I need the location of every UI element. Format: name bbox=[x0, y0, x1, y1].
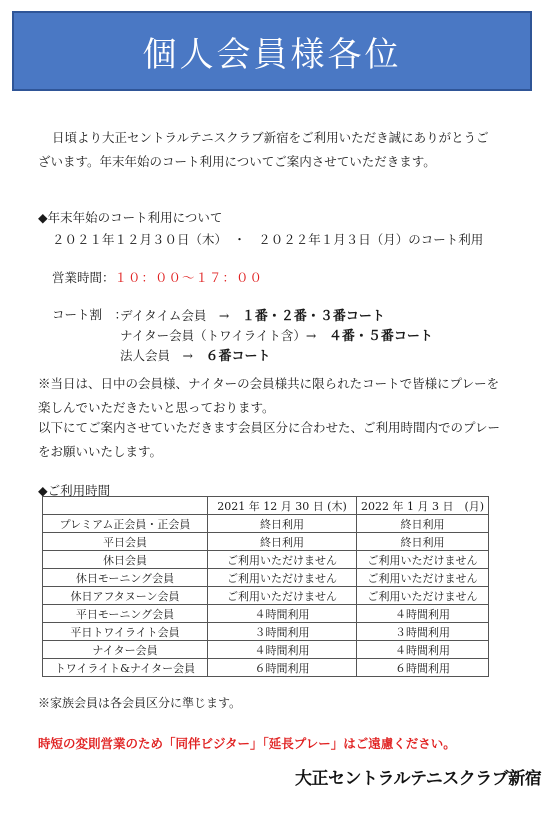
table-row bbox=[43, 515, 489, 533]
table-row bbox=[43, 551, 489, 569]
table-cell: ３時間利用 bbox=[208, 623, 357, 641]
note1-line-2: 楽しんでいただきたいと思っております。 bbox=[38, 400, 275, 415]
hours-line bbox=[52, 268, 263, 286]
period-line: ２０２１年１２月３０日（木） ・ ２０２２年１月３日（月）のコート利用 bbox=[52, 232, 484, 247]
court-member: 法人会員 → bbox=[120, 348, 206, 363]
intro-paragraph bbox=[38, 126, 514, 174]
note2-line-1: 以下にてご案内させていただきます会員区分に合わせた、ご利用時間内でのプレー bbox=[38, 420, 501, 435]
table-cell: 平日会員 bbox=[43, 533, 208, 551]
warning-notice: 時短の変則営業のため「同伴ビジター」「延長プレー」はご遠慮ください。 bbox=[38, 736, 456, 751]
page-title: 個人会員様各位 bbox=[142, 34, 402, 75]
note1-line-1: ※当日は、日中の会員様、ナイターの会員様共に限られたコートで皆様にプレーを bbox=[38, 376, 500, 391]
table-row bbox=[43, 533, 489, 551]
table-cell: 終日利用 bbox=[208, 533, 357, 551]
table-cell: ４時間利用 bbox=[357, 605, 489, 623]
note2-line-2: をお願いいたします。 bbox=[38, 444, 163, 459]
table-cell: 終日利用 bbox=[357, 533, 489, 551]
court-member: デイタイム会員 → bbox=[120, 308, 242, 323]
table-cell: トワイライト&ナイター会員 bbox=[43, 659, 208, 677]
table-cell: ６時間利用 bbox=[208, 659, 357, 677]
hours-label: 営業時間： bbox=[52, 270, 115, 285]
table-row bbox=[43, 587, 489, 605]
table-cell: ６時間利用 bbox=[357, 659, 489, 677]
table-cell: ご利用いただけません bbox=[208, 551, 357, 569]
table-cell: ナイター会員 bbox=[43, 641, 208, 659]
table-cell: ４時間利用 bbox=[357, 641, 489, 659]
hours-value: １０：００〜１７：００ bbox=[114, 270, 264, 285]
section-heading-usage: ◆ご利用時間 bbox=[38, 483, 111, 498]
intro-line-2: ざいます。年末年始のコート利用についてご案内させていただきます。 bbox=[38, 154, 436, 169]
table-header-cell bbox=[43, 497, 208, 515]
court-assignment: １番・２番・３番コート bbox=[241, 309, 385, 324]
table-cell: 平日トワイライト会員 bbox=[43, 623, 208, 641]
table-cell: ４時間利用 bbox=[208, 605, 357, 623]
table-cell: 休日会員 bbox=[43, 551, 208, 569]
court-row-corporate bbox=[120, 345, 271, 364]
courts-label: コート割 ： bbox=[52, 307, 128, 322]
court-row-daytime bbox=[120, 305, 385, 324]
table-cell: ご利用いただけません bbox=[208, 587, 357, 605]
table-cell: 休日モーニング会員 bbox=[43, 569, 208, 587]
table-header-cell: 2021 年 12 月 30 日 (木) bbox=[208, 497, 357, 515]
court-row-nighter bbox=[120, 325, 433, 344]
table-cell: ご利用いただけません bbox=[208, 569, 357, 587]
table-header-cell: 2022 年 1 月 3 日 (月) bbox=[357, 497, 489, 515]
usage-table bbox=[42, 496, 489, 677]
table-cell: 平日モーニング会員 bbox=[43, 605, 208, 623]
table-cell: ご利用いただけません bbox=[357, 551, 489, 569]
table-cell: 終日利用 bbox=[208, 515, 357, 533]
table-header-row bbox=[43, 497, 489, 515]
court-member: ナイター会員（トワイライト含）→ bbox=[120, 328, 329, 343]
table-cell: ３時間利用 bbox=[357, 623, 489, 641]
table-row bbox=[43, 623, 489, 641]
table-cell: 終日利用 bbox=[357, 515, 489, 533]
table-row bbox=[43, 641, 489, 659]
table-cell: プレミアム正会員・正会員 bbox=[43, 515, 208, 533]
note-paragraph-1 bbox=[38, 372, 514, 420]
intro-line-1: 日頃より大正セントラルテニスクラブ新宿をご利用いただき誠にありがとうご bbox=[52, 130, 489, 145]
title-banner bbox=[12, 11, 532, 91]
note-paragraph-2 bbox=[38, 416, 514, 464]
club-logo: 大正セントラルテニスクラブ新宿 bbox=[295, 769, 542, 789]
table-cell: 休日アフタヌーン会員 bbox=[43, 587, 208, 605]
table-cell: ４時間利用 bbox=[208, 641, 357, 659]
court-assignment: ６番コート bbox=[205, 349, 271, 364]
table-row bbox=[43, 659, 489, 677]
table-row bbox=[43, 569, 489, 587]
family-member-footnote: ※家族会員は各会員区分に準じます。 bbox=[38, 696, 242, 710]
court-assignment: ４番・５番コート bbox=[328, 329, 433, 344]
table-cell: ご利用いただけません bbox=[357, 569, 489, 587]
table-cell: ご利用いただけません bbox=[357, 587, 489, 605]
section-heading-courts: ◆年末年始のコート利用について bbox=[38, 210, 223, 225]
table-row bbox=[43, 605, 489, 623]
